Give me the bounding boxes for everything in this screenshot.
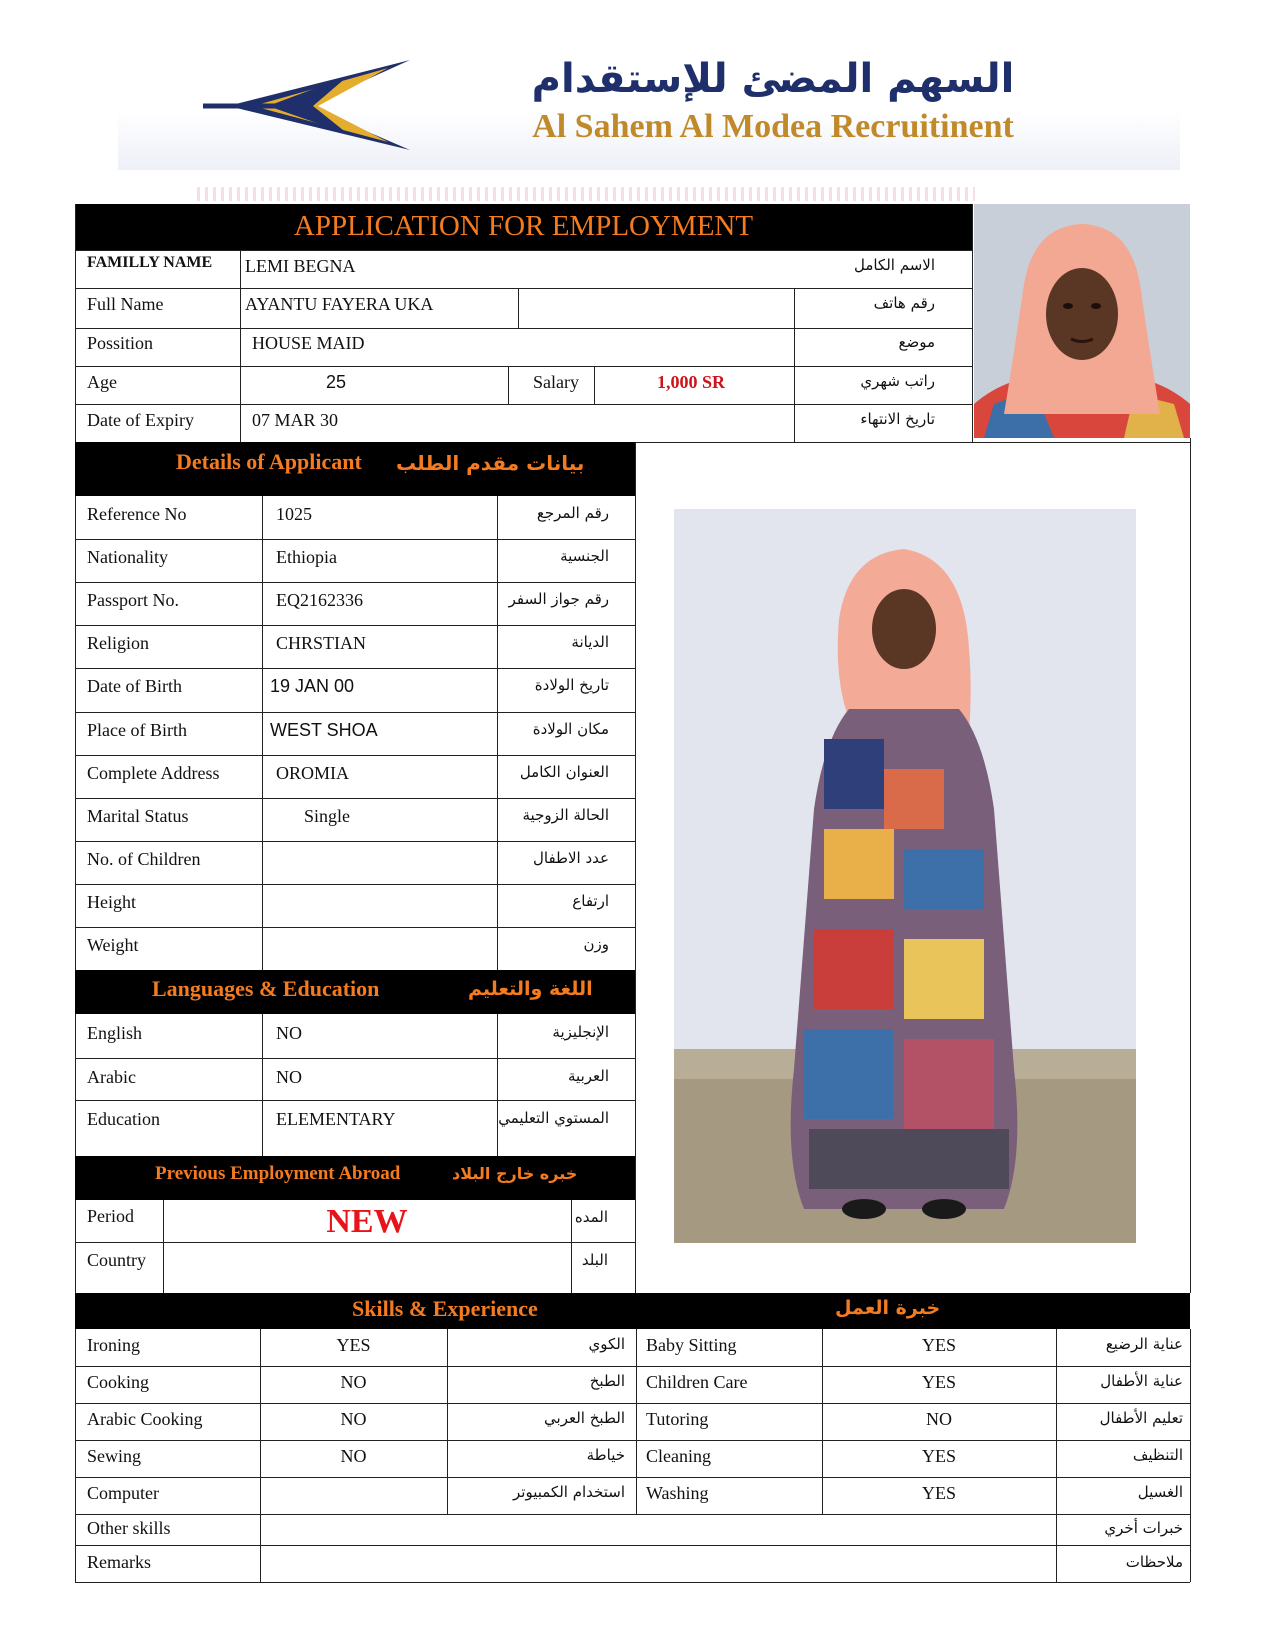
row-divider [75,1100,635,1101]
languages-heading-ar: اللغة والتعليم [468,978,593,1000]
row-divider [75,539,635,540]
detail-value: EQ2162336 [276,590,363,610]
skill-value: YES [336,1335,371,1355]
age-value: 25 [326,372,347,392]
detail-value: Ethiopia [276,547,337,567]
detail-ar: مكان الولادة [532,720,609,738]
skills-heading-en: Skills & Experience [352,1296,538,1321]
period-label: Period [87,1206,134,1226]
full-name-label: Full Name [87,294,164,314]
portrait-photo [974,204,1190,438]
detail-ar: العنوان الكامل [519,763,609,781]
skill-value: NO [340,1409,367,1429]
language-value: ELEMENTARY [276,1109,396,1129]
row-divider [75,927,635,928]
expiry-label: Date of Expiry [87,410,194,430]
detail-label: Weight [87,935,139,955]
detail-ar: ارتفاع [572,892,609,910]
row-divider [75,582,635,583]
row-divider [75,1058,635,1059]
skill-label: Cooking [87,1372,150,1392]
company-name-arabic: السهم المضئ للإستقدام [531,56,1015,102]
full-name-value: AYANTU FAYERA UKA [245,294,434,314]
skill-ar: الغسيل [1137,1483,1183,1501]
detail-ar: رقم جواز السفر [508,590,609,608]
company-name-english: Al Sahem Al Modea Recruitinent [532,108,1014,145]
details-heading-en: Details of Applicant [176,449,362,474]
language-value: NO [276,1067,302,1087]
detail-label: Reference No [87,504,187,524]
language-ar: العربية [568,1067,609,1085]
language-value: NO [276,1023,302,1043]
row-divider [75,1366,1190,1367]
family-name-label: FAMILLY NAME [87,254,213,271]
other-skills-label: Other skills [87,1518,171,1538]
family-name-value: LEMI BEGNA [245,256,356,276]
skill-label: Arabic Cooking [87,1409,203,1429]
skill-label: Sewing [87,1446,141,1466]
period-value: NEW [326,1203,408,1240]
remarks-label: Remarks [87,1552,151,1572]
languages-heading-en: Languages & Education [152,976,380,1001]
detail-value: Single [304,806,351,826]
skill-value: YES [921,1446,956,1466]
detail-label: Date of Birth [87,676,182,696]
phone-ar: رقم هاتف [873,294,935,312]
position-ar: موضع [898,333,935,351]
row-divider [75,1477,1190,1478]
skill-value: YES [921,1335,956,1355]
skill-ar: الكوي [588,1335,625,1353]
salary-ar: راتب شهري [860,372,935,390]
row-divider [75,668,635,669]
skill-ar: الطبخ العربي [544,1409,625,1427]
detail-ar: الجنسية [560,547,609,565]
remarks-ar: ملاحظات [1125,1553,1183,1571]
detail-ar: رقم المرجع [536,504,609,522]
language-label: Education [87,1109,160,1129]
country-ar: البلد [581,1251,608,1269]
age-label: Age [87,372,117,392]
position-label: Possition [87,333,154,353]
position-value: HOUSE MAID [252,333,365,353]
skill-ar: الطبخ [589,1372,625,1390]
previous-heading-en: Previous Employment Abroad [155,1163,401,1184]
language-ar: المستوي التعليمي [498,1109,609,1127]
language-label: Arabic [87,1067,136,1087]
company-header [118,38,1180,170]
salary-value: 1,000 SR [657,372,726,392]
detail-label: Marital Status [87,806,189,826]
skill-label: Computer [87,1483,159,1503]
skill-label: Ironing [87,1335,140,1355]
detail-label: Height [87,892,136,912]
form-title: APPLICATION FOR EMPLOYMENT [293,210,754,242]
skill-label: Baby Sitting [646,1335,737,1355]
skill-ar: عناية الأطفال [1100,1372,1183,1390]
skill-label: Children Care [646,1372,748,1392]
detail-ar: الديانة [571,633,609,651]
skill-ar: خياطة [586,1446,625,1464]
row-divider [75,841,635,842]
skill-ar: استخدام الكمبيوتر [513,1483,625,1501]
skill-ar: التنظيف [1132,1446,1183,1464]
detail-ar: تاريخ الولادة [534,676,609,694]
skill-value: YES [921,1372,956,1392]
detail-label: No. of Children [87,849,201,869]
detail-value: 19 JAN 00 [270,676,355,696]
row-divider [75,625,635,626]
salary-label: Salary [533,372,579,392]
row-divider [75,712,635,713]
detail-value: CHRSTIAN [276,633,367,653]
row-divider [75,884,635,885]
expiry-value: 07 MAR 30 [252,410,339,430]
language-label: English [87,1023,143,1043]
skill-value: NO [340,1446,367,1466]
detail-value: WEST SHOA [270,720,378,740]
row-divider [75,1403,1190,1404]
detail-label: Passport No. [87,590,180,610]
language-ar: الإنجليزية [552,1023,609,1041]
row-divider [75,755,635,756]
skill-label: Cleaning [646,1446,711,1466]
row-divider [75,1440,1190,1441]
detail-ar: الحالة الزوجية [522,806,609,824]
row-divider [75,798,635,799]
skill-ar: عناية الرضيع [1105,1335,1183,1353]
full-body-photo [674,509,1136,1243]
detail-label: Place of Birth [87,720,187,740]
family-name-ar: الاسم الكامل [853,256,935,274]
arrow-logo-icon [198,38,428,170]
skill-value: NO [340,1372,367,1392]
detail-value: 1025 [276,504,312,524]
skill-value: YES [921,1483,956,1503]
decorative-strip [197,187,975,201]
expiry-ar: تاريخ الانتهاء [860,410,935,428]
skill-ar: تعليم الأطفال [1099,1409,1183,1427]
previous-heading-ar: خبره خارج البلاد [452,1164,578,1183]
details-heading-ar: بيانات مقدم الطلب [396,451,585,475]
other-skills-ar: خبرات أخري [1104,1519,1183,1537]
period-ar: المده [574,1208,608,1226]
detail-label: Nationality [87,547,168,567]
skill-value: NO [926,1409,952,1429]
skill-label: Tutoring [646,1409,709,1429]
country-label: Country [87,1250,147,1270]
detail-ar: وزن [583,935,609,953]
detail-label: Religion [87,633,149,653]
skills-heading-ar: خبرة العمل [835,1297,941,1319]
skills-heading-bar [75,1293,1190,1329]
skill-label: Washing [646,1483,709,1503]
detail-value: OROMIA [276,763,350,783]
detail-ar: عدد الاطفال [533,849,609,867]
detail-label: Complete Address [87,763,220,783]
